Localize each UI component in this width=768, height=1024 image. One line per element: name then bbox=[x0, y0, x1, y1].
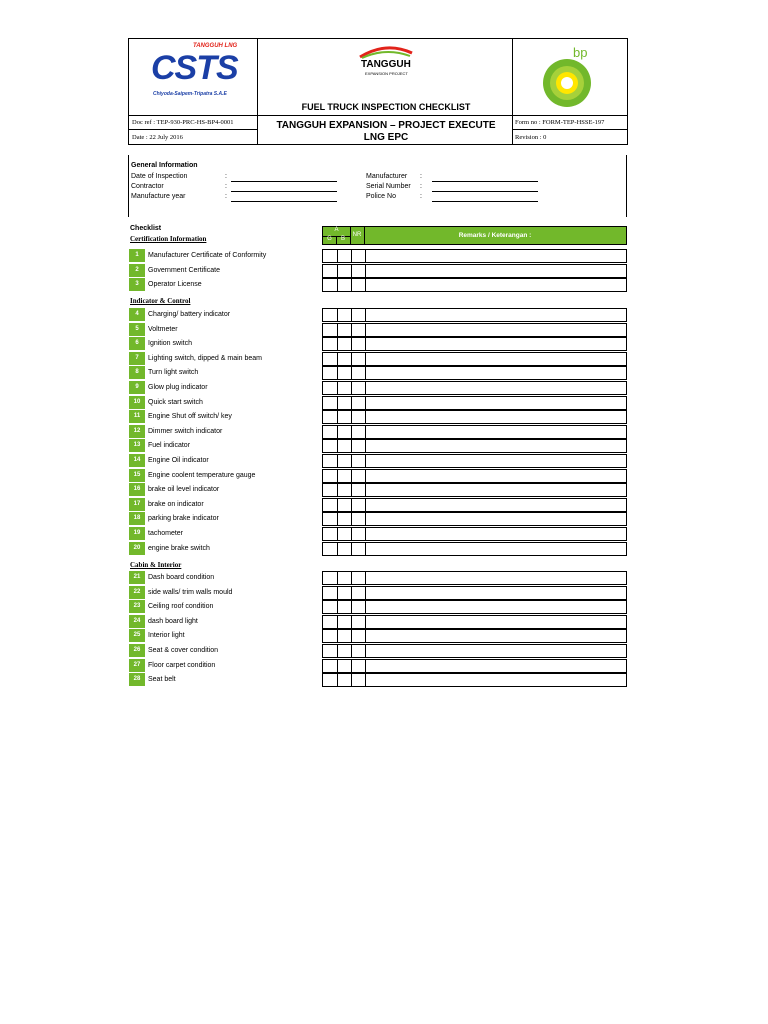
remarks-cell[interactable] bbox=[365, 616, 627, 628]
g-cell[interactable] bbox=[323, 484, 337, 496]
b-cell[interactable] bbox=[337, 353, 352, 365]
g-cell[interactable] bbox=[323, 572, 337, 584]
item-number: 12 bbox=[129, 425, 145, 438]
nr-cell[interactable] bbox=[351, 309, 366, 321]
general-info-heading: General Information bbox=[131, 162, 198, 169]
colon: : bbox=[420, 173, 422, 180]
manufacture-year-field[interactable] bbox=[231, 201, 337, 202]
b-cell[interactable] bbox=[337, 513, 352, 525]
item-label: Manufacturer Certificate of Conformity bbox=[148, 252, 267, 259]
g-cell[interactable] bbox=[323, 411, 337, 423]
item-label: Lighting switch, dipped & main beam bbox=[148, 355, 263, 362]
item-label: Quick start switch bbox=[148, 399, 203, 406]
item-label: Interior light bbox=[148, 632, 185, 639]
b-cell[interactable] bbox=[337, 397, 352, 409]
item-number: 14 bbox=[129, 454, 145, 467]
date-cell bbox=[128, 129, 258, 145]
label-contractor: Contractor bbox=[131, 183, 164, 190]
g-cell[interactable] bbox=[323, 513, 337, 525]
checklist-row bbox=[322, 396, 627, 410]
colon: : bbox=[420, 183, 422, 190]
colon: : bbox=[225, 183, 227, 190]
checklist-row bbox=[322, 542, 627, 556]
checklist-row bbox=[322, 498, 627, 512]
g-cell[interactable] bbox=[323, 645, 337, 657]
item-number: 5 bbox=[129, 323, 145, 336]
g-cell[interactable] bbox=[323, 616, 337, 628]
remarks-cell[interactable] bbox=[365, 397, 627, 409]
nr-cell[interactable] bbox=[351, 397, 366, 409]
csts-logo-sub: Chiyoda-Saipem-Tripatra S.A.E bbox=[153, 91, 227, 97]
b-cell[interactable] bbox=[337, 324, 352, 336]
remarks-cell[interactable] bbox=[365, 543, 627, 555]
nr-cell[interactable] bbox=[351, 250, 366, 262]
checklist-row bbox=[322, 323, 627, 337]
g-cell[interactable] bbox=[323, 279, 337, 291]
item-number: 10 bbox=[129, 396, 145, 409]
checklist-row bbox=[322, 337, 627, 351]
checklist-row bbox=[322, 615, 627, 629]
remarks-cell[interactable] bbox=[365, 528, 627, 540]
g-cell[interactable] bbox=[323, 470, 337, 482]
g-cell[interactable] bbox=[323, 426, 337, 438]
b-cell[interactable] bbox=[337, 543, 352, 555]
g-cell[interactable] bbox=[323, 674, 337, 686]
b-cell[interactable] bbox=[337, 367, 352, 379]
label-serial-number: Serial Number bbox=[366, 183, 411, 190]
item-number: 11 bbox=[129, 410, 145, 423]
checklist-row bbox=[322, 512, 627, 526]
b-cell[interactable] bbox=[337, 645, 352, 657]
checklist-row bbox=[322, 586, 627, 600]
nr-cell[interactable] bbox=[351, 353, 366, 365]
checklist-row bbox=[322, 659, 627, 673]
g-cell[interactable] bbox=[323, 543, 337, 555]
b-cell[interactable] bbox=[337, 572, 352, 584]
csts-logo-top: TANGGUH LNG bbox=[193, 43, 238, 49]
checklist-row bbox=[322, 278, 627, 292]
checklist-row bbox=[322, 264, 627, 278]
section-title-cabin: Cabin & Interior bbox=[130, 561, 182, 569]
b-cell[interactable] bbox=[337, 587, 352, 599]
checklist-column-header bbox=[322, 226, 627, 245]
col-a-label: A bbox=[334, 227, 339, 233]
checklist-heading: Checklist bbox=[130, 225, 162, 232]
item-label: Glow plug indicator bbox=[148, 384, 208, 391]
item-label: Turn light switch bbox=[148, 369, 199, 376]
g-cell[interactable] bbox=[323, 353, 337, 365]
nr-cell[interactable] bbox=[351, 279, 366, 291]
doc-ref-cell bbox=[128, 115, 258, 130]
g-cell[interactable] bbox=[323, 455, 337, 467]
checklist-row bbox=[322, 454, 627, 468]
remarks-cell[interactable] bbox=[365, 440, 627, 452]
nr-cell[interactable] bbox=[351, 630, 366, 642]
item-label: Ceiling roof condition bbox=[148, 603, 214, 610]
remarks-cell[interactable] bbox=[365, 499, 627, 511]
b-cell[interactable] bbox=[337, 630, 352, 642]
nr-cell[interactable] bbox=[351, 426, 366, 438]
remarks-cell[interactable] bbox=[365, 587, 627, 599]
item-label: Fuel indicator bbox=[148, 442, 191, 449]
item-label: Floor carpet condition bbox=[148, 662, 216, 669]
item-label: Government Certificate bbox=[148, 267, 220, 274]
police-no-field[interactable] bbox=[432, 201, 538, 202]
nr-cell[interactable] bbox=[351, 367, 366, 379]
project-title-2: LNG EPC bbox=[363, 132, 409, 143]
checklist-row bbox=[322, 352, 627, 366]
label-date-of-inspection: Date of Inspection bbox=[131, 173, 188, 180]
item-number: 15 bbox=[129, 469, 145, 482]
label-manufacture-year: Manufacture year bbox=[131, 193, 186, 200]
b-cell[interactable] bbox=[337, 528, 352, 540]
title-cell bbox=[257, 38, 513, 116]
form-title: FUEL TRUCK INSPECTION CHECKLIST bbox=[301, 102, 471, 112]
item-label: Dimmer switch indicator bbox=[148, 428, 223, 435]
checklist-row bbox=[322, 249, 627, 263]
g-cell[interactable] bbox=[323, 440, 337, 452]
remarks-cell[interactable] bbox=[365, 250, 627, 262]
nr-cell[interactable] bbox=[351, 587, 366, 599]
b-cell[interactable] bbox=[337, 660, 352, 672]
item-number: 2 bbox=[129, 264, 145, 277]
section-title-indicator: Indicator & Control bbox=[130, 297, 191, 305]
remarks-cell[interactable] bbox=[365, 279, 627, 291]
tangguh-swoosh-icon bbox=[358, 45, 414, 59]
b-cell[interactable] bbox=[337, 470, 352, 482]
remarks-cell[interactable] bbox=[365, 309, 627, 321]
project-title-1: TANGGUH EXPANSION – PROJECT EXECUTE bbox=[276, 120, 496, 131]
item-number: 7 bbox=[129, 352, 145, 365]
g-cell[interactable] bbox=[323, 601, 337, 613]
bp-helios-icon bbox=[541, 57, 593, 109]
colon: : bbox=[420, 193, 422, 200]
checklist-row bbox=[322, 571, 627, 585]
nr-cell[interactable] bbox=[351, 411, 366, 423]
revision: Revision : 0 bbox=[515, 134, 547, 141]
item-label: Voltmeter bbox=[148, 326, 178, 333]
item-label: side walls/ trim walls mould bbox=[148, 589, 233, 596]
doc-date: Date : 22 July 2016 bbox=[132, 134, 183, 141]
item-label: Ignition switch bbox=[148, 340, 192, 347]
nr-cell[interactable] bbox=[351, 382, 366, 394]
g-cell[interactable] bbox=[323, 250, 337, 262]
g-cell[interactable] bbox=[323, 587, 337, 599]
checklist-row bbox=[322, 673, 627, 687]
nr-cell[interactable] bbox=[351, 265, 366, 277]
col-g-label: G bbox=[327, 236, 332, 242]
nr-cell[interactable] bbox=[351, 616, 366, 628]
item-number: 9 bbox=[129, 381, 145, 394]
col-nr-label: NR bbox=[352, 232, 362, 238]
b-cell[interactable] bbox=[337, 265, 352, 277]
nr-cell[interactable] bbox=[351, 543, 366, 555]
label-police-no: Police No bbox=[366, 193, 396, 200]
item-number: 20 bbox=[129, 542, 145, 555]
remarks-cell[interactable] bbox=[365, 513, 627, 525]
item-number: 25 bbox=[129, 629, 145, 642]
revision-cell bbox=[512, 129, 628, 145]
nr-cell[interactable] bbox=[351, 338, 366, 350]
remarks-cell[interactable] bbox=[365, 353, 627, 365]
remarks-cell[interactable] bbox=[365, 338, 627, 350]
g-cell[interactable] bbox=[323, 499, 337, 511]
b-cell[interactable] bbox=[337, 279, 352, 291]
item-label: Engine Oil indicator bbox=[148, 457, 209, 464]
item-label: Charging/ battery indicator bbox=[148, 311, 231, 318]
bp-logo-cell bbox=[512, 38, 628, 116]
item-number: 26 bbox=[129, 644, 145, 657]
checklist-row bbox=[322, 381, 627, 395]
g-cell[interactable] bbox=[323, 265, 337, 277]
item-label: engine brake switch bbox=[148, 545, 210, 552]
section-title-certification: Certification Information bbox=[130, 235, 207, 243]
checklist-row bbox=[322, 439, 627, 453]
b-cell[interactable] bbox=[337, 309, 352, 321]
checklist-row bbox=[322, 366, 627, 380]
item-number: 3 bbox=[129, 278, 145, 291]
serial-number-field[interactable] bbox=[432, 191, 538, 192]
g-cell[interactable] bbox=[323, 397, 337, 409]
col-b-label: B bbox=[340, 236, 345, 242]
remarks-cell[interactable] bbox=[365, 265, 627, 277]
item-number: 28 bbox=[129, 673, 145, 686]
checklist-row bbox=[322, 483, 627, 497]
form-no: Form no : FORM-TEP-HSSE-197 bbox=[515, 119, 605, 126]
item-label: Engine coolent temperature gauge bbox=[148, 472, 256, 479]
g-cell[interactable] bbox=[323, 630, 337, 642]
b-cell[interactable] bbox=[337, 382, 352, 394]
item-number: 6 bbox=[129, 337, 145, 350]
remarks-cell[interactable] bbox=[365, 484, 627, 496]
g-cell[interactable] bbox=[323, 324, 337, 336]
nr-cell[interactable] bbox=[351, 440, 366, 452]
form-no-cell bbox=[512, 115, 628, 130]
remarks-cell[interactable] bbox=[365, 660, 627, 672]
item-label: Operator License bbox=[148, 281, 202, 288]
item-label: parking brake indicator bbox=[148, 515, 219, 522]
checklist-row bbox=[322, 410, 627, 424]
nr-cell[interactable] bbox=[351, 455, 366, 467]
item-label: dash board light bbox=[148, 618, 198, 625]
item-number: 16 bbox=[129, 483, 145, 496]
item-label: Engine Shut off switch/ key bbox=[148, 413, 232, 420]
checklist-row bbox=[322, 629, 627, 643]
nr-cell[interactable] bbox=[351, 470, 366, 482]
csts-logo-cell bbox=[128, 38, 258, 116]
b-cell[interactable] bbox=[337, 601, 352, 613]
g-cell[interactable] bbox=[323, 367, 337, 379]
remarks-cell[interactable] bbox=[365, 645, 627, 657]
col-remarks-label: Remarks / Keterangan : bbox=[458, 232, 532, 239]
remarks-cell[interactable] bbox=[365, 367, 627, 379]
item-number: 17 bbox=[129, 498, 145, 511]
bp-logo-text: bp bbox=[573, 45, 588, 60]
nr-cell[interactable] bbox=[351, 324, 366, 336]
checklist-row bbox=[322, 308, 627, 322]
checklist-row bbox=[322, 527, 627, 541]
nr-cell[interactable] bbox=[351, 660, 366, 672]
remarks-cell[interactable] bbox=[365, 630, 627, 642]
nr-cell[interactable] bbox=[351, 484, 366, 496]
item-label: brake on indicator bbox=[148, 501, 204, 508]
b-cell[interactable] bbox=[337, 440, 352, 452]
b-cell[interactable] bbox=[337, 484, 352, 496]
remarks-cell[interactable] bbox=[365, 324, 627, 336]
csts-logo: CSTS bbox=[151, 49, 238, 87]
item-number: 22 bbox=[129, 586, 145, 599]
nr-cell[interactable] bbox=[351, 528, 366, 540]
remarks-cell[interactable] bbox=[365, 455, 627, 467]
g-cell[interactable] bbox=[323, 528, 337, 540]
remarks-cell[interactable] bbox=[365, 411, 627, 423]
g-cell[interactable] bbox=[323, 660, 337, 672]
nr-cell[interactable] bbox=[351, 513, 366, 525]
b-cell[interactable] bbox=[337, 411, 352, 423]
item-number: 1 bbox=[129, 249, 145, 262]
b-cell[interactable] bbox=[337, 338, 352, 350]
contractor-field[interactable] bbox=[231, 191, 337, 192]
item-number: 18 bbox=[129, 512, 145, 525]
tangguh-logo: TANGGUH bbox=[361, 59, 411, 70]
g-cell[interactable] bbox=[323, 338, 337, 350]
checklist-row bbox=[322, 600, 627, 614]
doc-ref: Doc ref : TEP-930-PRC-HS-BP4-0001 bbox=[132, 119, 234, 126]
nr-cell[interactable] bbox=[351, 674, 366, 686]
item-label: Dash board condition bbox=[148, 574, 215, 581]
colon: : bbox=[225, 173, 227, 180]
nr-cell[interactable] bbox=[351, 572, 366, 584]
item-number: 23 bbox=[129, 600, 145, 613]
remarks-cell[interactable] bbox=[365, 601, 627, 613]
g-cell[interactable] bbox=[323, 309, 337, 321]
item-label: tachometer bbox=[148, 530, 184, 537]
b-cell[interactable] bbox=[337, 250, 352, 262]
nr-cell[interactable] bbox=[351, 645, 366, 657]
item-label: Seat & cover condition bbox=[148, 647, 219, 654]
item-number: 4 bbox=[129, 308, 145, 321]
nr-cell[interactable] bbox=[351, 601, 366, 613]
manufacturer-field[interactable] bbox=[432, 181, 538, 182]
remarks-cell[interactable] bbox=[365, 470, 627, 482]
label-manufacturer: Manufacturer bbox=[366, 173, 408, 180]
checklist-row bbox=[322, 425, 627, 439]
project-title-cell bbox=[257, 115, 513, 145]
b-cell[interactable] bbox=[337, 455, 352, 467]
item-number: 19 bbox=[129, 527, 145, 540]
remarks-cell[interactable] bbox=[365, 674, 627, 686]
b-cell[interactable] bbox=[337, 499, 352, 511]
date-of-inspection-field[interactable] bbox=[231, 181, 337, 182]
b-cell[interactable] bbox=[337, 616, 352, 628]
item-number: 21 bbox=[129, 571, 145, 584]
remarks-cell[interactable] bbox=[365, 382, 627, 394]
b-cell[interactable] bbox=[337, 674, 352, 686]
item-label: Seat belt bbox=[148, 676, 176, 683]
item-number: 27 bbox=[129, 659, 145, 672]
checklist-row bbox=[322, 644, 627, 658]
checklist-row bbox=[322, 469, 627, 483]
item-number: 13 bbox=[129, 439, 145, 452]
item-number: 8 bbox=[129, 366, 145, 379]
remarks-cell[interactable] bbox=[365, 572, 627, 584]
colon: : bbox=[225, 193, 227, 200]
item-number: 24 bbox=[129, 615, 145, 628]
item-label: brake oil level indicator bbox=[148, 486, 220, 493]
b-cell[interactable] bbox=[337, 426, 352, 438]
g-cell[interactable] bbox=[323, 382, 337, 394]
nr-cell[interactable] bbox=[351, 499, 366, 511]
remarks-cell[interactable] bbox=[365, 426, 627, 438]
tangguh-logo-sub: EXPANSION PROJECT bbox=[365, 71, 408, 76]
